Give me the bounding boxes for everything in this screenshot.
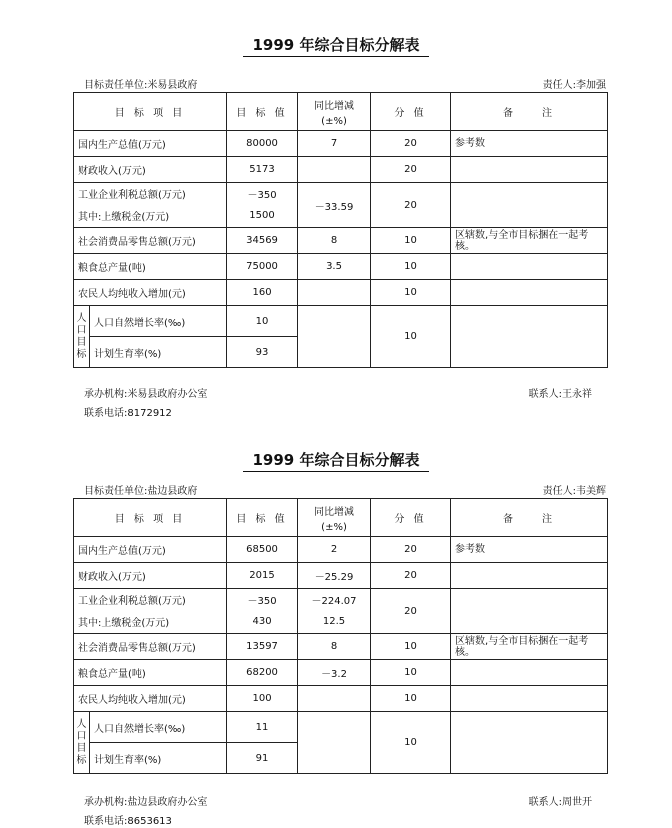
header-change-line2: (±%) [321,115,347,127]
header-change-line2: (±%) [321,521,347,533]
note [451,563,608,589]
contact-person: 联系人:王永祥 [528,389,592,400]
note: 区辖数,与全市目标捆在一起考核。 [451,634,608,660]
item-name: 农民人均纯收入增加(元) [74,686,227,712]
item-name: 粮食总产量(吨) [74,254,227,280]
yoy-change [298,280,371,306]
table-row [74,254,608,280]
yoy-change [298,157,371,183]
score: 10 [371,254,451,280]
table-row [74,280,608,306]
table-row [74,634,608,660]
responsible-person: 责任人:韦美辉 [542,486,606,497]
target-value: 10 [227,306,298,337]
contact-phone: 联系电话:8172912 [84,408,172,419]
item-name: 财政收入(万元) [74,563,227,589]
target-value: 2015 [227,563,298,589]
item-name: 国内生产总值(万元) [74,537,227,563]
target-value: 160 [227,280,298,306]
table-row-population [74,306,608,337]
table-row [74,537,608,563]
header-item: 目 标 项 目 [74,499,227,537]
header-row [74,93,608,131]
target-value: 75000 [227,254,298,280]
responsible-person: 责任人:李加强 [542,80,606,91]
score: 10 [371,660,451,686]
target-value: －350 [227,183,298,205]
contact-person: 联系人:周世开 [528,797,592,808]
header-note: 备 注 [451,499,608,537]
header-value: 目 标 值 [227,93,298,131]
yoy-change [298,306,371,368]
table-row [74,660,608,686]
item-name: 人口自然增长率(‰) [90,306,227,337]
table-title [0,449,672,470]
item-name: 计划生育率(%) [90,743,227,774]
score: 20 [371,537,451,563]
yoy-change: 2 [298,537,371,563]
responsible-unit: 目标责任单位:米易县政府 [84,80,198,91]
score: 10 [371,634,451,660]
header-row [74,499,608,537]
header-change [298,93,371,131]
table-title-text: 1999 年综合目标分解表 [243,36,430,57]
score: 10 [371,686,451,712]
note: 参考数 [451,537,608,563]
organizer: 承办机构:米易县政府办公室 [84,389,208,400]
yoy-change: 3.5 [298,254,371,280]
header-score: 分 值 [371,93,451,131]
table-row [74,131,608,157]
note [451,157,608,183]
target-value: 13597 [227,634,298,660]
item-name: 人口自然增长率(‰) [90,712,227,743]
table-title-text: 1999 年综合目标分解表 [243,451,430,472]
yoy-change: 8 [298,634,371,660]
yoy-change: 7 [298,131,371,157]
item-name: 财政收入(万元) [74,157,227,183]
score: 10 [371,228,451,254]
header-note: 备 注 [451,93,608,131]
target-value: 91 [227,743,298,774]
item-name: 工业企业利税总额(万元) [74,183,227,205]
item-name: 其中:上缴税金(万元) [74,205,227,228]
yoy-change [298,686,371,712]
item-name: 其中:上缴税金(万元) [74,611,227,634]
target-value: 5173 [227,157,298,183]
table-row-industrial [74,589,608,611]
note [451,589,608,634]
score: 10 [371,712,451,774]
target-value: 93 [227,337,298,368]
header-score: 分 值 [371,499,451,537]
note [451,254,608,280]
table-row [74,563,608,589]
yoy-change: －3.2 [298,660,371,686]
header-change [298,499,371,537]
note: 区辖数,与全市目标捆在一起考核。 [451,228,608,254]
score: 20 [371,183,451,228]
note [451,712,608,774]
note: 参考数 [451,131,608,157]
target-value: 68200 [227,660,298,686]
note [451,183,608,228]
header-change-line1: 同比增减 [314,100,355,112]
note [451,306,608,368]
item-name: 粮食总产量(吨) [74,660,227,686]
note [451,686,608,712]
yoy-change: －33.59 [298,183,371,228]
header-value: 目 标 值 [227,499,298,537]
table-row-industrial [74,183,608,205]
score: 10 [371,280,451,306]
note [451,280,608,306]
note [451,660,608,686]
yoy-change: －224.07 [298,589,371,611]
target-value: 34569 [227,228,298,254]
target-value: 1500 [227,205,298,228]
yoy-change: －25.29 [298,563,371,589]
yoy-change [298,712,371,774]
score: 20 [371,157,451,183]
target-value: 100 [227,686,298,712]
yoy-change: 12.5 [298,611,371,634]
score: 20 [371,131,451,157]
item-name: 计划生育率(%) [90,337,227,368]
item-name: 国内生产总值(万元) [74,131,227,157]
score: 20 [371,589,451,634]
target-value: 430 [227,611,298,634]
item-name: 社会消费品零售总额(万元) [74,634,227,660]
score: 20 [371,563,451,589]
table-row [74,686,608,712]
yoy-change: 8 [298,228,371,254]
population-group-label: 人口目标 [74,712,90,774]
contact-phone: 联系电话:8653613 [84,816,172,827]
target-value: 80000 [227,131,298,157]
organizer: 承办机构:盐边县政府办公室 [84,797,208,808]
header-change-line1: 同比增减 [314,506,355,518]
table-row-population [74,712,608,743]
table-row [74,228,608,254]
score: 10 [371,306,451,368]
item-name: 工业企业利税总额(万元) [74,589,227,611]
responsible-unit: 目标责任单位:盐边县政府 [84,486,198,497]
table-title [0,34,672,55]
population-group-label: 人口目标 [74,306,90,368]
header-item: 目 标 项 目 [74,93,227,131]
target-table [73,498,608,774]
target-value: －350 [227,589,298,611]
target-value: 68500 [227,537,298,563]
table-row [74,157,608,183]
item-name: 农民人均纯收入增加(元) [74,280,227,306]
item-name: 社会消费品零售总额(万元) [74,228,227,254]
target-table [73,92,608,368]
target-value: 11 [227,712,298,743]
